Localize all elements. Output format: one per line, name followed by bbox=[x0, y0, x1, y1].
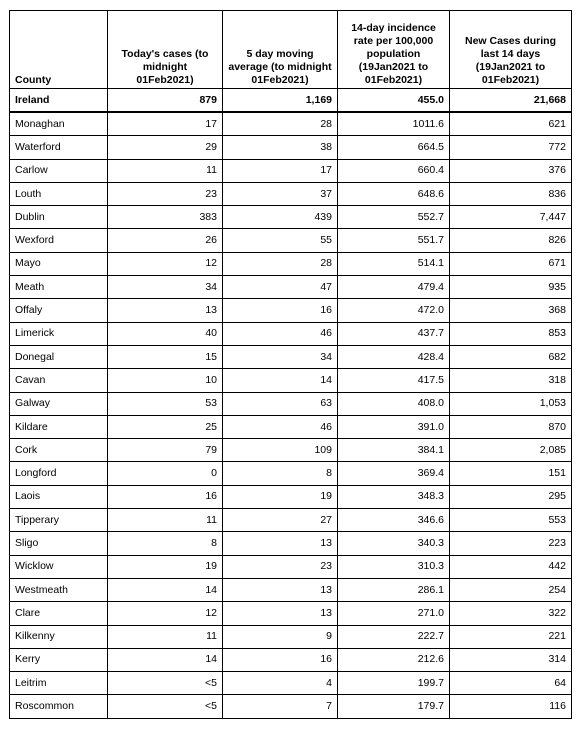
new-cases-cell: 853 bbox=[450, 322, 572, 345]
county-name-cell: Monaghan bbox=[10, 112, 108, 136]
header-county: County bbox=[10, 11, 108, 89]
five-day-average-cell: 439 bbox=[223, 206, 338, 229]
table-row bbox=[10, 462, 572, 485]
county-name-cell: Leitrim bbox=[10, 672, 108, 695]
county-name-cell: Donegal bbox=[10, 345, 108, 368]
new-cases-cell: 223 bbox=[450, 532, 572, 555]
incidence-rate-cell: 286.1 bbox=[338, 578, 450, 601]
new-cases-cell: 671 bbox=[450, 252, 572, 275]
five-day-average-cell: 63 bbox=[223, 392, 338, 415]
county-name-cell: Meath bbox=[10, 276, 108, 299]
header-new-cases-14days: New Cases during last 14 days (19Jan2021 to 01Feb2021) bbox=[450, 11, 572, 89]
today-cases-cell: 19 bbox=[108, 555, 223, 578]
five-day-average-cell: 7 bbox=[223, 695, 338, 718]
header-row bbox=[10, 11, 572, 89]
new-cases-cell: 442 bbox=[450, 555, 572, 578]
header-5day-average: 5 day moving average (to midnight 01Feb2021) bbox=[223, 11, 338, 89]
county-name-cell: Cavan bbox=[10, 369, 108, 392]
five-day-average-cell: 46 bbox=[223, 415, 338, 438]
total-row bbox=[10, 89, 572, 113]
table-row bbox=[10, 415, 572, 438]
new-cases-cell: 682 bbox=[450, 345, 572, 368]
incidence-rate-cell: 222.7 bbox=[338, 625, 450, 648]
new-cases-cell: 2,085 bbox=[450, 439, 572, 462]
new-cases-cell: 553 bbox=[450, 509, 572, 532]
county-name-cell: Kilkenny bbox=[10, 625, 108, 648]
table-row bbox=[10, 276, 572, 299]
today-cases-cell: 29 bbox=[108, 136, 223, 159]
table-row bbox=[10, 369, 572, 392]
table-row bbox=[10, 672, 572, 695]
incidence-rate-cell: 199.7 bbox=[338, 672, 450, 695]
table-row bbox=[10, 625, 572, 648]
incidence-rate-cell: 310.3 bbox=[338, 555, 450, 578]
today-cases-cell: 26 bbox=[108, 229, 223, 252]
table-row bbox=[10, 252, 572, 275]
today-cases-cell: <5 bbox=[108, 695, 223, 718]
five-day-average-cell: 16 bbox=[223, 648, 338, 671]
five-day-average-cell: 28 bbox=[223, 252, 338, 275]
new-cases-cell: 935 bbox=[450, 276, 572, 299]
incidence-rate-cell: 340.3 bbox=[338, 532, 450, 555]
incidence-rate-cell: 1011.6 bbox=[338, 112, 450, 136]
today-cases-cell: 14 bbox=[108, 648, 223, 671]
new-cases-cell: 314 bbox=[450, 648, 572, 671]
incidence-rate-cell: 391.0 bbox=[338, 415, 450, 438]
five-day-average-cell: 47 bbox=[223, 276, 338, 299]
table-row bbox=[10, 439, 572, 462]
county-name-cell: Westmeath bbox=[10, 578, 108, 601]
five-day-average-cell: 55 bbox=[223, 229, 338, 252]
today-cases-cell: <5 bbox=[108, 672, 223, 695]
table-row bbox=[10, 345, 572, 368]
incidence-rate-cell: 408.0 bbox=[338, 392, 450, 415]
county-name-cell: Kildare bbox=[10, 415, 108, 438]
today-cases-cell: 12 bbox=[108, 602, 223, 625]
incidence-rate-cell: 428.4 bbox=[338, 345, 450, 368]
county-name-cell: Tipperary bbox=[10, 509, 108, 532]
five-day-average-cell: 13 bbox=[223, 532, 338, 555]
table-row bbox=[10, 136, 572, 159]
table-row bbox=[10, 578, 572, 601]
five-day-average-cell: 16 bbox=[223, 299, 338, 322]
incidence-rate-cell: 179.7 bbox=[338, 695, 450, 718]
new-cases-cell: 116 bbox=[450, 695, 572, 718]
total-new-cases-14days: 21,668 bbox=[450, 89, 572, 113]
table-row bbox=[10, 182, 572, 205]
table-row bbox=[10, 392, 572, 415]
incidence-rate-cell: 660.4 bbox=[338, 159, 450, 182]
today-cases-cell: 14 bbox=[108, 578, 223, 601]
new-cases-cell: 368 bbox=[450, 299, 572, 322]
table-row bbox=[10, 602, 572, 625]
five-day-average-cell: 34 bbox=[223, 345, 338, 368]
incidence-rate-cell: 551.7 bbox=[338, 229, 450, 252]
today-cases-cell: 15 bbox=[108, 345, 223, 368]
incidence-rate-cell: 437.7 bbox=[338, 322, 450, 345]
total-county: Ireland bbox=[10, 89, 108, 113]
new-cases-cell: 621 bbox=[450, 112, 572, 136]
new-cases-cell: 254 bbox=[450, 578, 572, 601]
new-cases-cell: 64 bbox=[450, 672, 572, 695]
today-cases-cell: 13 bbox=[108, 299, 223, 322]
today-cases-cell: 79 bbox=[108, 439, 223, 462]
table-row bbox=[10, 648, 572, 671]
table-row bbox=[10, 532, 572, 555]
county-name-cell: Laois bbox=[10, 485, 108, 508]
today-cases-cell: 17 bbox=[108, 112, 223, 136]
incidence-rate-cell: 369.4 bbox=[338, 462, 450, 485]
county-name-cell: Wexford bbox=[10, 229, 108, 252]
new-cases-cell: 870 bbox=[450, 415, 572, 438]
incidence-rate-cell: 348.3 bbox=[338, 485, 450, 508]
table-row bbox=[10, 509, 572, 532]
five-day-average-cell: 19 bbox=[223, 485, 338, 508]
incidence-rate-cell: 514.1 bbox=[338, 252, 450, 275]
five-day-average-cell: 109 bbox=[223, 439, 338, 462]
county-name-cell: Sligo bbox=[10, 532, 108, 555]
table-row bbox=[10, 229, 572, 252]
incidence-rate-cell: 664.5 bbox=[338, 136, 450, 159]
five-day-average-cell: 27 bbox=[223, 509, 338, 532]
county-name-cell: Galway bbox=[10, 392, 108, 415]
incidence-rate-cell: 552.7 bbox=[338, 206, 450, 229]
county-name-cell: Louth bbox=[10, 182, 108, 205]
today-cases-cell: 25 bbox=[108, 415, 223, 438]
today-cases-cell: 53 bbox=[108, 392, 223, 415]
new-cases-cell: 1,053 bbox=[450, 392, 572, 415]
county-name-cell: Clare bbox=[10, 602, 108, 625]
table-row bbox=[10, 159, 572, 182]
new-cases-cell: 318 bbox=[450, 369, 572, 392]
five-day-average-cell: 14 bbox=[223, 369, 338, 392]
new-cases-cell: 772 bbox=[450, 136, 572, 159]
new-cases-cell: 7,447 bbox=[450, 206, 572, 229]
incidence-rate-cell: 472.0 bbox=[338, 299, 450, 322]
today-cases-cell: 0 bbox=[108, 462, 223, 485]
county-name-cell: Dublin bbox=[10, 206, 108, 229]
five-day-average-cell: 28 bbox=[223, 112, 338, 136]
five-day-average-cell: 9 bbox=[223, 625, 338, 648]
total-14day-incidence: 455.0 bbox=[338, 89, 450, 113]
five-day-average-cell: 13 bbox=[223, 578, 338, 601]
county-name-cell: Roscommon bbox=[10, 695, 108, 718]
table-row bbox=[10, 206, 572, 229]
five-day-average-cell: 8 bbox=[223, 462, 338, 485]
five-day-average-cell: 4 bbox=[223, 672, 338, 695]
incidence-rate-cell: 212.6 bbox=[338, 648, 450, 671]
five-day-average-cell: 38 bbox=[223, 136, 338, 159]
table-row bbox=[10, 485, 572, 508]
five-day-average-cell: 37 bbox=[223, 182, 338, 205]
incidence-rate-cell: 479.4 bbox=[338, 276, 450, 299]
incidence-rate-cell: 271.0 bbox=[338, 602, 450, 625]
new-cases-cell: 322 bbox=[450, 602, 572, 625]
table-row bbox=[10, 695, 572, 718]
today-cases-cell: 34 bbox=[108, 276, 223, 299]
county-name-cell: Wicklow bbox=[10, 555, 108, 578]
table-row bbox=[10, 322, 572, 345]
county-name-cell: Limerick bbox=[10, 322, 108, 345]
today-cases-cell: 10 bbox=[108, 369, 223, 392]
county-name-cell: Longford bbox=[10, 462, 108, 485]
new-cases-cell: 221 bbox=[450, 625, 572, 648]
total-5day-average: 1,169 bbox=[223, 89, 338, 113]
county-name-cell: Waterford bbox=[10, 136, 108, 159]
county-name-cell: Cork bbox=[10, 439, 108, 462]
county-name-cell: Offaly bbox=[10, 299, 108, 322]
county-cases-table bbox=[9, 10, 572, 719]
new-cases-cell: 836 bbox=[450, 182, 572, 205]
incidence-rate-cell: 384.1 bbox=[338, 439, 450, 462]
today-cases-cell: 11 bbox=[108, 159, 223, 182]
today-cases-cell: 40 bbox=[108, 322, 223, 345]
five-day-average-cell: 17 bbox=[223, 159, 338, 182]
incidence-rate-cell: 417.5 bbox=[338, 369, 450, 392]
county-name-cell: Carlow bbox=[10, 159, 108, 182]
today-cases-cell: 11 bbox=[108, 625, 223, 648]
today-cases-cell: 16 bbox=[108, 485, 223, 508]
new-cases-cell: 376 bbox=[450, 159, 572, 182]
table-row bbox=[10, 299, 572, 322]
today-cases-cell: 11 bbox=[108, 509, 223, 532]
incidence-rate-cell: 346.6 bbox=[338, 509, 450, 532]
header-14day-incidence: 14-day incidence rate per 100,000 population (19Jan2021 to 01Feb2021) bbox=[338, 11, 450, 89]
header-today-cases: Today's cases (to midnight 01Feb2021) bbox=[108, 11, 223, 89]
county-name-cell: Kerry bbox=[10, 648, 108, 671]
today-cases-cell: 8 bbox=[108, 532, 223, 555]
today-cases-cell: 383 bbox=[108, 206, 223, 229]
today-cases-cell: 23 bbox=[108, 182, 223, 205]
five-day-average-cell: 23 bbox=[223, 555, 338, 578]
five-day-average-cell: 13 bbox=[223, 602, 338, 625]
today-cases-cell: 12 bbox=[108, 252, 223, 275]
county-name-cell: Mayo bbox=[10, 252, 108, 275]
incidence-rate-cell: 648.6 bbox=[338, 182, 450, 205]
new-cases-cell: 826 bbox=[450, 229, 572, 252]
new-cases-cell: 151 bbox=[450, 462, 572, 485]
five-day-average-cell: 46 bbox=[223, 322, 338, 345]
table-row bbox=[10, 112, 572, 136]
total-today-cases: 879 bbox=[108, 89, 223, 113]
table-row bbox=[10, 555, 572, 578]
new-cases-cell: 295 bbox=[450, 485, 572, 508]
